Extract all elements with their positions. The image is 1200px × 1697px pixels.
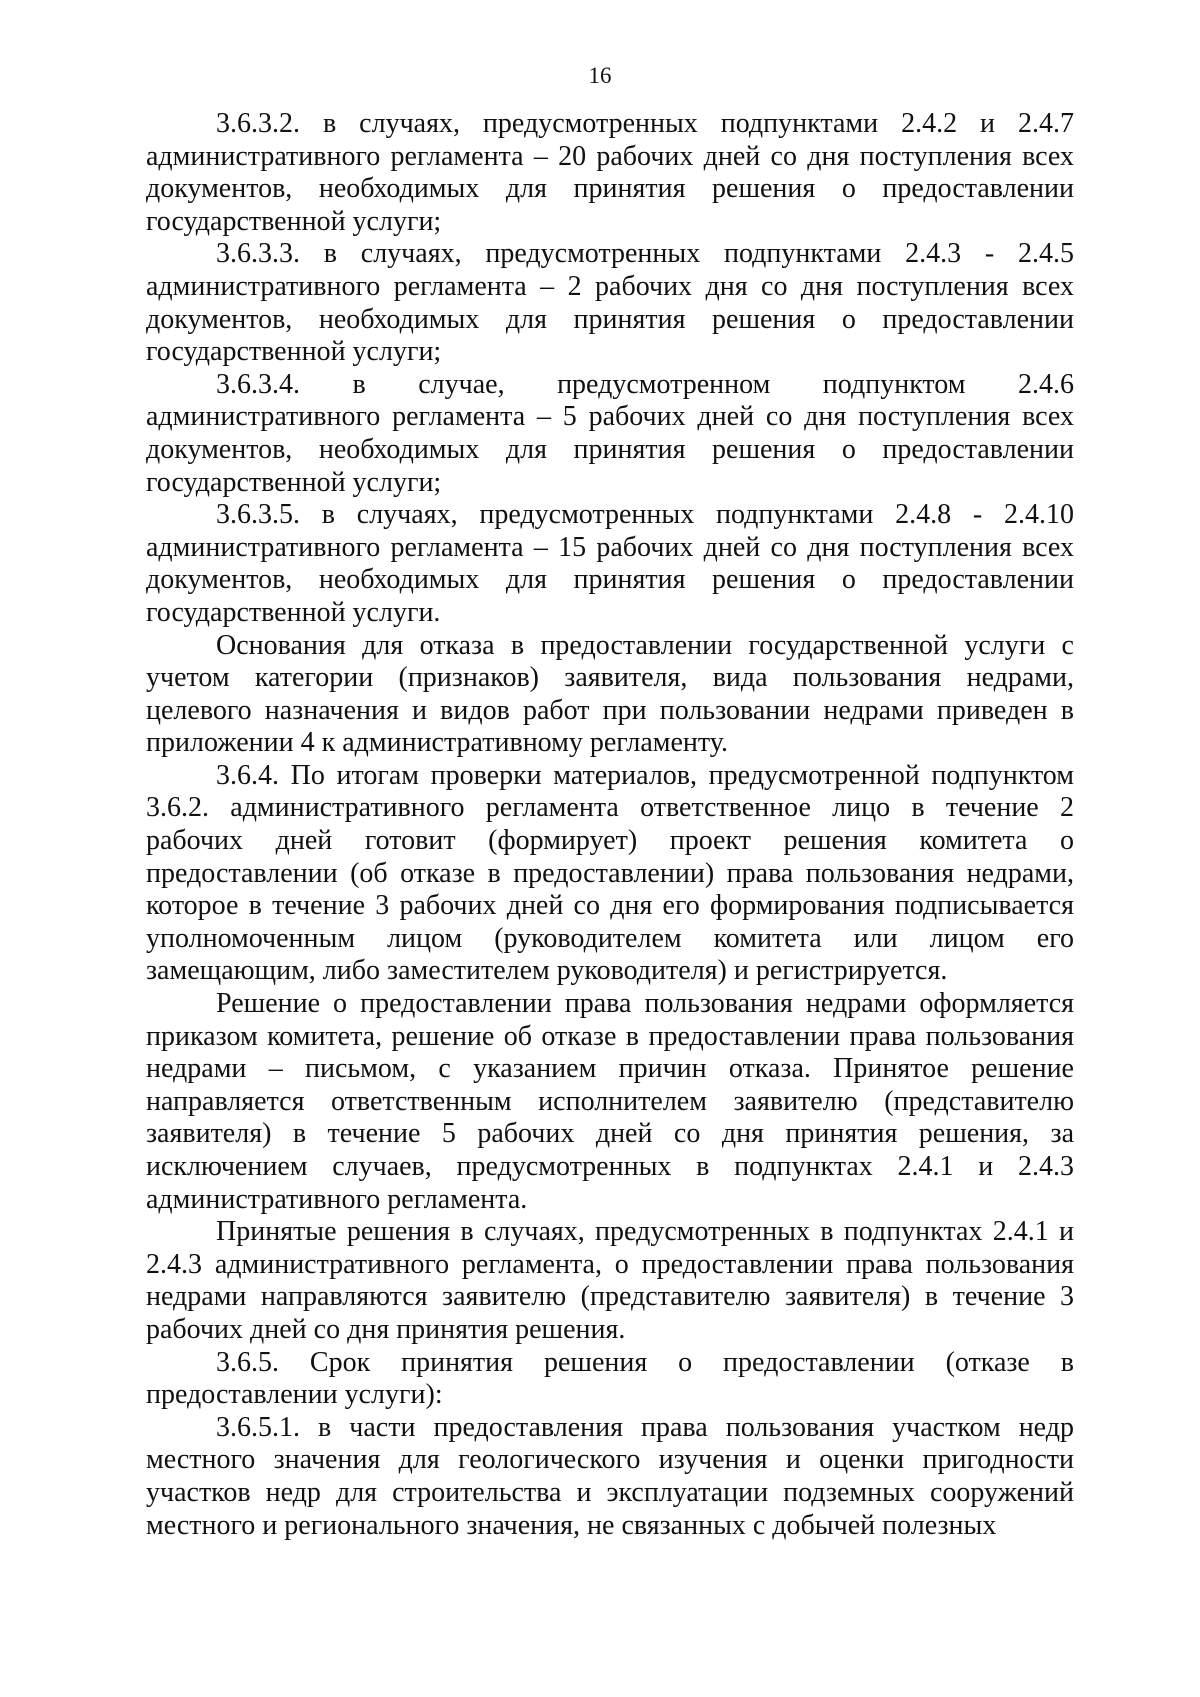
- paragraph-3-6-5: 3.6.5. Срок принятия решения о предоставлении (отказе в предоставлении услуги):: [146, 1346, 1074, 1411]
- paragraph-3-6-3-5: 3.6.3.5. в случаях, предусмотренных подпунктами 2.4.8 - 2.4.10 административного регламента – 15 рабочих дней со дня поступления всех документов, необходимых для принятия решения о предоставлении государственной услуги.: [146, 499, 1074, 628]
- paragraph-3-6-3-2: 3.6.3.2. в случаях, предусмотренных подпунктами 2.4.2 и 2.4.7 административного регламента – 20 рабочих дней со дня поступления всех документов, необходимых для принятия решения о предоставлении государственной услуги;: [146, 108, 1074, 237]
- document-body: [146, 108, 1074, 1542]
- paragraph-3-6-5-1: 3.6.5.1. в части предоставления права пользования участком недр местного значения для геологического изучения и оценки пригодности участков недр для строительства и эксплуатации подземных сооружений местного и регионального значения, не связанных с добычей полезных: [146, 1411, 1074, 1541]
- paragraph-decisions-sent: Принятые решения в случаях, предусмотренных в подпунктах 2.4.1 и 2.4.3 административного регламента, о предоставлении права пользования недрами направляются заявителю (представителю заявителя) в течение 3 рабочих дней со дня принятия решения.: [146, 1216, 1074, 1345]
- page-number: 16: [588, 63, 612, 88]
- paragraph-decision-form: Решение о предоставлении права пользования недрами оформляется приказом комитета, решение об отказе в предоставлении права пользования недрами – письмом, с указанием причин отказа. Принятое решение направляется ответственным исполнителем заявителю (представителю заявителя) в течение 5 рабочих дней со дня принятия решения, за исключением случаев, предусмотренных в подпунктах 2.4.1 и 2.4.3 административного регламента.: [146, 988, 1074, 1215]
- paragraph-refusal-grounds: Основания для отказа в предоставлении государственной услуги с учетом категории (признаков) заявителя, вида пользования недрами, целевого назначения и видов работ при пользовании недрами приведен в приложении 4 к административному регламенту.: [146, 629, 1074, 759]
- paragraph-3-6-3-4: 3.6.3.4. в случае, предусмотренном подпунктом 2.4.6 административного регламента – 5 рабочих дней со дня поступления всех документов, необходимых для принятия решения о предоставлении государственной услуги;: [146, 368, 1074, 498]
- paragraph-3-6-4: 3.6.4. По итогам проверки материалов, предусмотренной подпунктом 3.6.2. административного регламента ответственное лицо в течение 2 рабочих дней готовит (формирует) проект решения комитета о предоставлении (об отказе в предоставлении) права пользования недрами, которое в течение 3 рабочих дней со дня его формирования подписывается уполномоченным лицом (руководителем комитета или лицом его замещающим, либо заместителем руководителя) и регистрируется.: [146, 759, 1074, 987]
- paragraph-3-6-3-3: 3.6.3.3. в случаях, предусмотренных подпунктами 2.4.3 - 2.4.5 административного регламента – 2 рабочих дня со дня поступления всех документов, необходимых для принятия решения о предоставлении государственной услуги;: [146, 238, 1074, 368]
